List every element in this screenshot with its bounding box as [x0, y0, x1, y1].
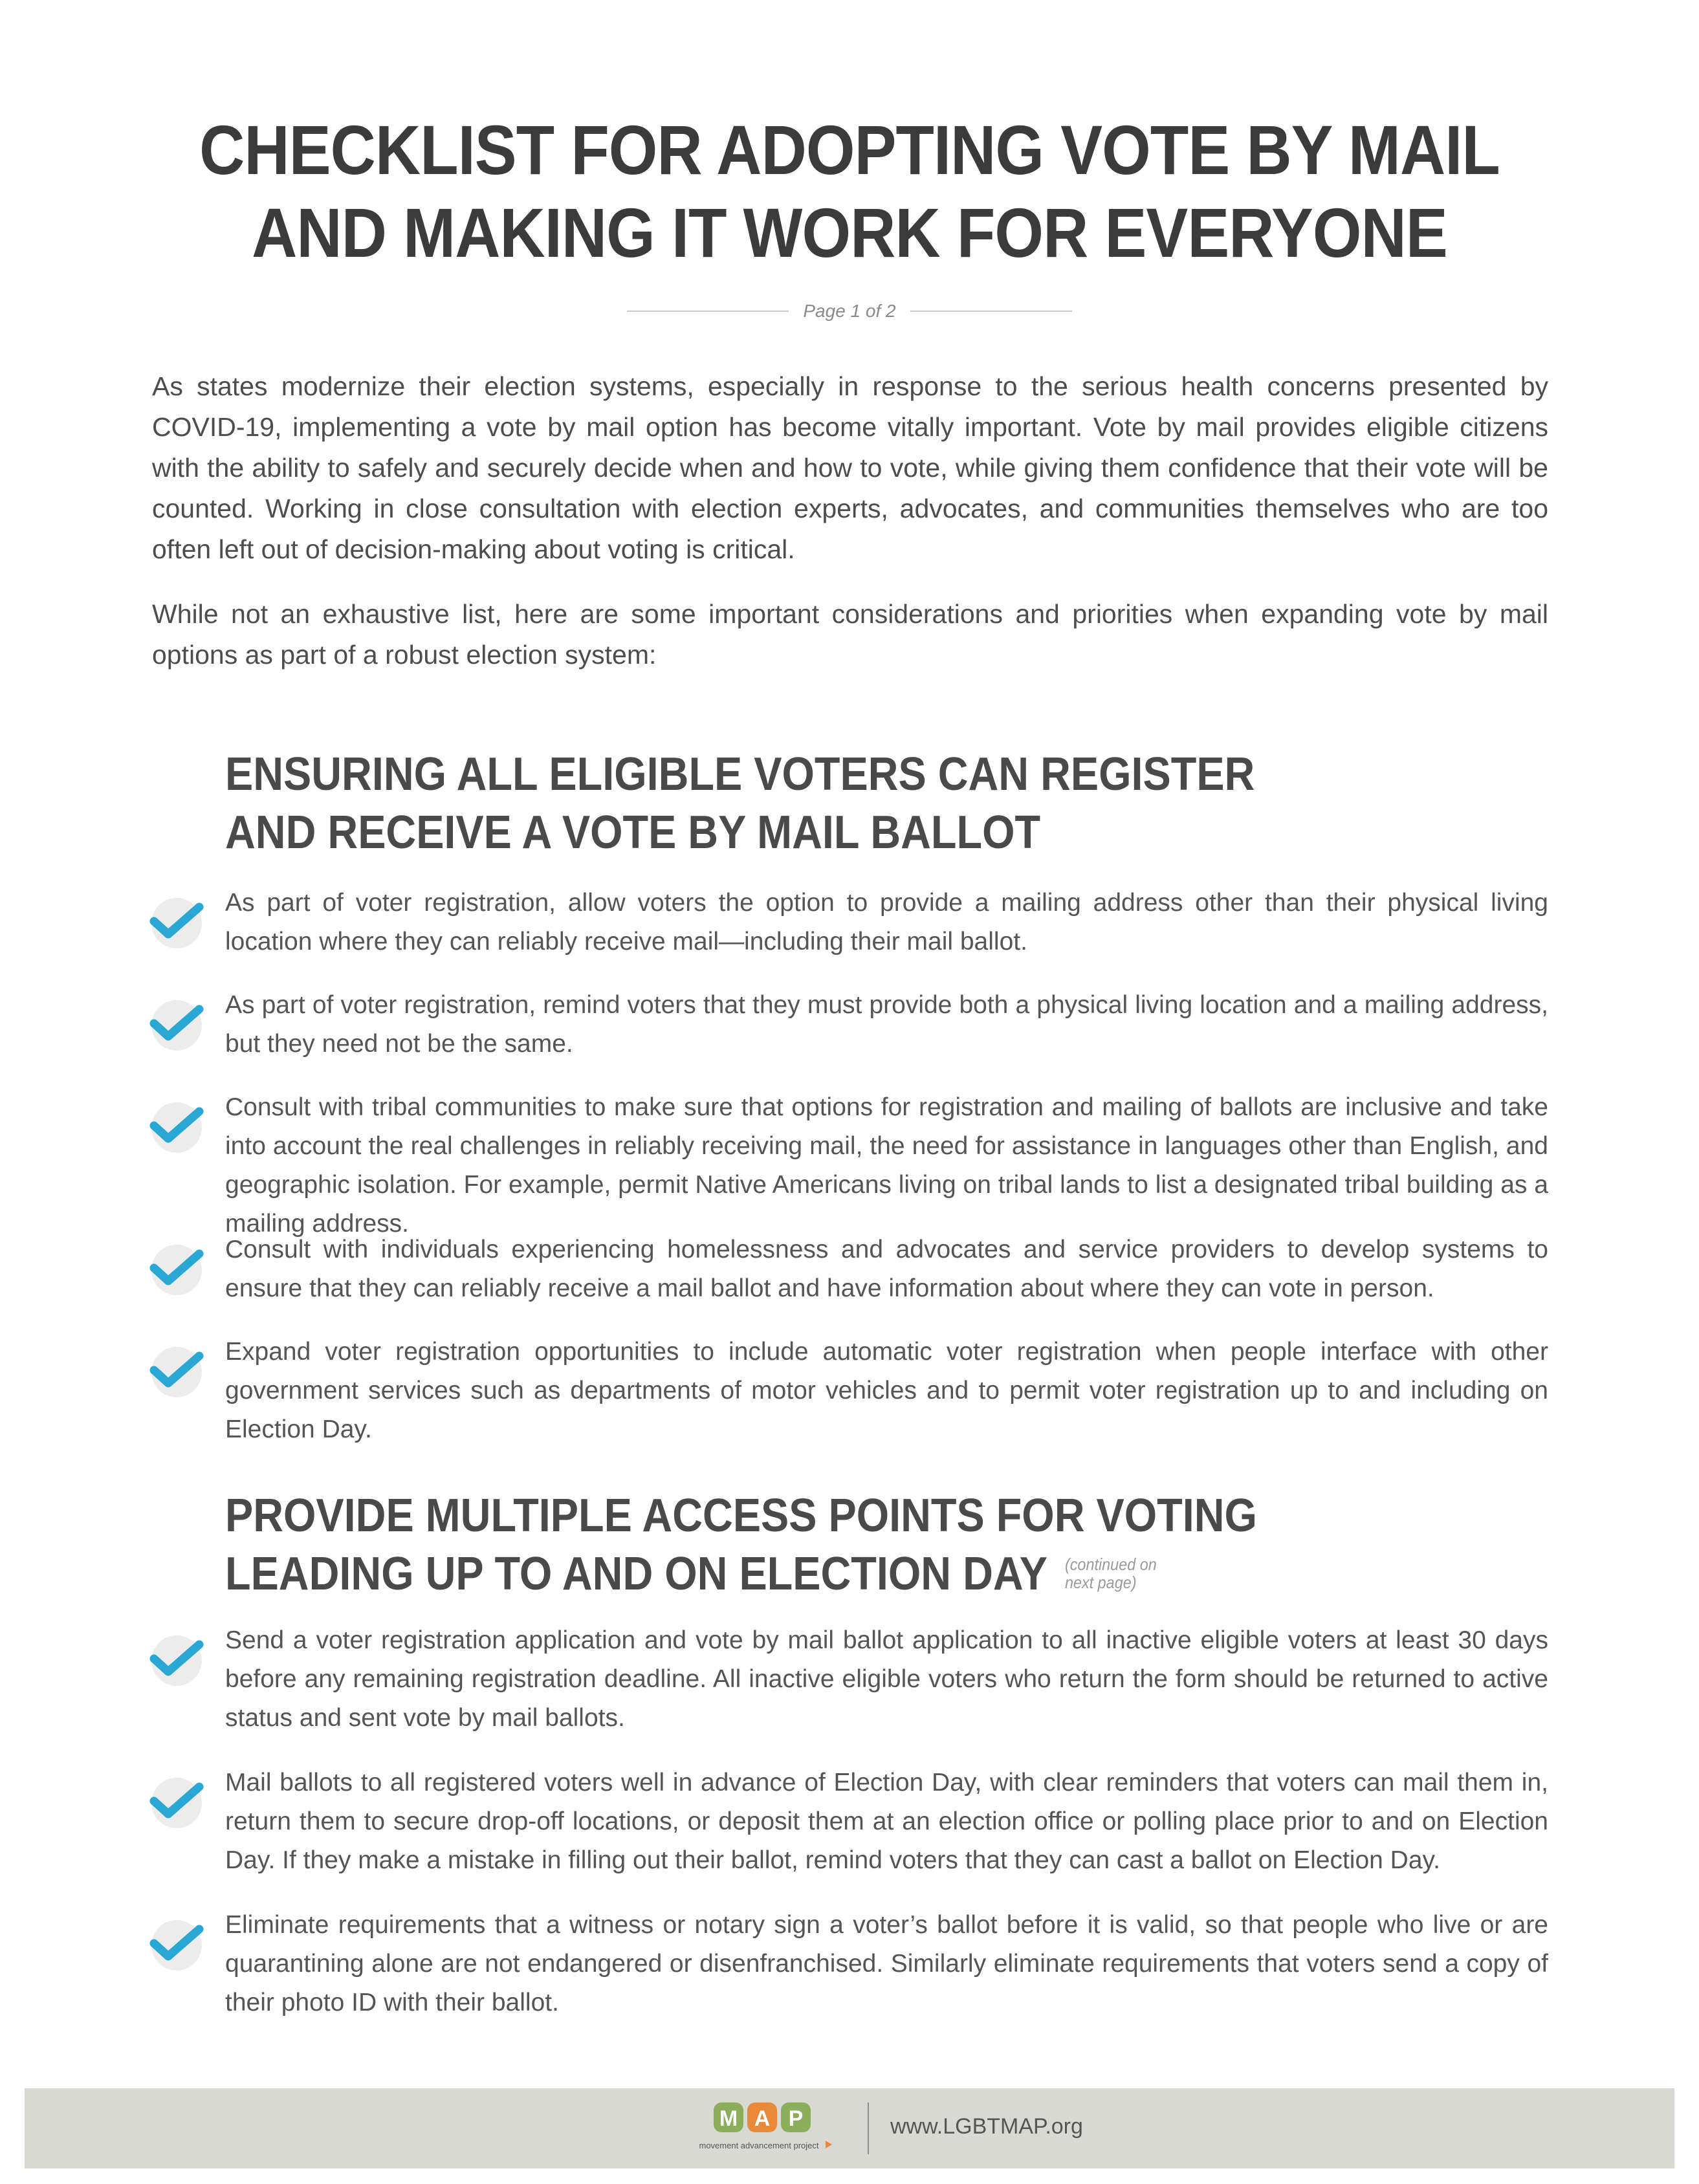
section-title-line-1: PROVIDE MULTIPLE ACCESS POINTS FOR VOTING [225, 1490, 1257, 1542]
footer-divider [868, 2102, 869, 2154]
section-title-registration [225, 745, 1255, 862]
svg-text:movement advancement project: movement advancement project [699, 2141, 819, 2150]
check-icon [148, 1632, 206, 1690]
page-indicator-label: Page 1 of 2 [803, 301, 896, 321]
checklist-item-text: Send a voter registration application and vote by mail ballot application to all inactive eligible voters at least 30 days before any remaining registration deadline. All inactive eligible voters who return the form should be returned to active status and sent vote by mail ballots. [225, 1626, 1548, 1732]
checklist-item-text: Mail ballots to all registered voters well in advance of Election Day, with clear reminders that voters can mail them in, return them to secure drop-off locations, or deposit them at an election office or polling place prior to and on Election Day. If they make a mistake in filling out their ballot, remind voters that they can cast a ballot on Election Day. [225, 1769, 1548, 1874]
checklist-item-text: Consult with tribal communities to make sure that options for registration and mailing of ballots are inclusive and take into account the real challenges in reliably receiving mail, the need for assistance in languages other than English, and geographic isolation. For example, permit Native Americans living on tribal lands to list a designated tribal building as a mailing address. [225, 1093, 1548, 1238]
checklist-item [148, 1764, 1548, 1880]
checklist-item-text: Consult with individuals experiencing homelessness and advocates and service providers to develop systems to ensure that they can reliably receive a mail ballot and have information about where they can vote in person. [225, 1236, 1548, 1302]
checklist-item [148, 1621, 1548, 1738]
website-link[interactable]: www.LGBTMAP.org [890, 2114, 1083, 2139]
checklist-item [148, 884, 1548, 961]
checklist-item [148, 1230, 1548, 1308]
svg-text:P: P [788, 2106, 804, 2131]
checklist-item [148, 1333, 1548, 1449]
page-indicator [0, 301, 1699, 322]
check-icon [148, 1098, 206, 1157]
title-line-1: CHECKLIST FOR ADOPTING VOTE BY MAIL [199, 111, 1500, 189]
check-icon [148, 1774, 206, 1832]
section-title-line-1: ENSURING ALL ELIGIBLE VOTERS CAN REGISTER [225, 748, 1255, 800]
checklist-item-text: Eliminate requirements that a witness or notary sign a voter’s ballot before it is valid, so that people who live or are quarantining alone are not endangered or disenfranchised. Similarly eliminate requirements that voters send a copy of their photo ID with their ballot. [225, 1911, 1548, 2016]
footer-bar [25, 2088, 1674, 2168]
checklist-item-text: As part of voter registration, allow voters the option to provide a mailing address other than their physical living location where they can reliably receive mail—including their mail ballot. [225, 889, 1548, 956]
section-title-line-2: AND RECEIVE A VOTE BY MAIL BALLOT [225, 807, 1041, 858]
intro-paragraph-2: While not an exhaustive list, here are some important considerations and priorities when expanding vote by mail options as part of a robust election system: [152, 599, 1548, 670]
checklist-item [148, 1906, 1548, 2022]
checklist-item-text: Expand voter registration opportunities to include automatic voter registration when people interface with other government services such as departments of motor vehicles and to permit voter registration up to and including on Election Day. [225, 1338, 1548, 1443]
checklist-item [148, 986, 1548, 1064]
page-title [85, 109, 1614, 274]
section-title-line-2-wrap [225, 1545, 1257, 1603]
check-icon [148, 1343, 206, 1401]
section-title-line-2: LEADING UP TO AND ON ELECTION DAY [225, 1548, 1047, 1600]
map-logo [691, 2100, 846, 2158]
continued-note: (continued on next page) [1064, 1555, 1157, 1592]
svg-text:M: M [719, 2106, 738, 2131]
checklist-item [148, 1088, 1548, 1243]
check-icon [148, 996, 206, 1054]
check-icon [148, 1916, 206, 1974]
divider-right [910, 311, 1072, 312]
divider-left [627, 311, 789, 312]
svg-text:A: A [754, 2106, 771, 2131]
check-icon [148, 1241, 206, 1299]
check-icon [148, 894, 206, 952]
intro-paragraph-1: As states modernize their election systems, especially in response to the serious health concerns presented by COVID-19, implementing a vote by mail option has become vitally important. Vote by mail provides eligible citizens with the ability to safely and securely decide when and how to vote, while giving them confidence that their vote will be counted. Working in close consultation with election experts, advocates, and communities themselves who are too often left out of decision-making about voting is critical. [152, 371, 1548, 564]
checklist-item-text: As part of voter registration, remind voters that they must provide both a physical living location and a mailing address, but they need not be the same. [225, 991, 1548, 1058]
title-line-2: AND MAKING IT WORK FOR EVERYONE [252, 193, 1447, 272]
section-title-access-points [225, 1487, 1257, 1603]
